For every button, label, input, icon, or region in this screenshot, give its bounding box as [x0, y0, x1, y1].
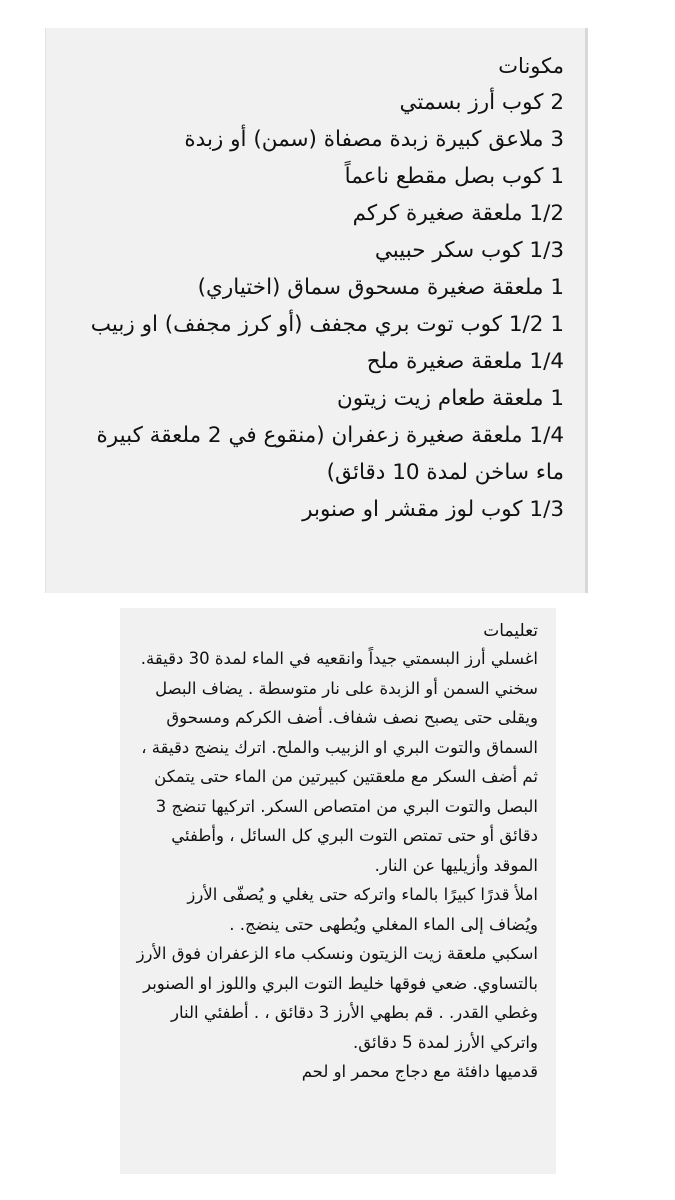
instructions-title: تعليمات [483, 621, 538, 641]
instruction-step: املأ قدرًا كبيرًا بالماء واتركه حتى يغلي و يُصفّى الأرز ويُضاف إلى الماء المغلي ويُطهى حتى ينضج. . [187, 885, 538, 934]
instruction-step: اغسلي أرز البسمتي جيداً وانقعيه في الماء لمدة 30 دقيقة. [140, 649, 538, 668]
ingredient-item: 1/3 كوب سكر حبيبي [374, 238, 564, 263]
instructions-card [120, 608, 556, 1174]
instructions-list [134, 644, 538, 1087]
ingredients-card [45, 28, 588, 593]
ingredient-item: 1 كوب بصل مقطع ناعماً [344, 164, 564, 189]
instruction-step: اسكبي ملعقة زيت الزيتون ونسكب ماء الزعفران فوق الأرز بالتساوي. ضعي فوقها خليط التوت البري واللوز او الصنوبر وغطي القدر. . قم بطهي الأرز 3 دقائق ، . أطفئي النار واتركي الأرز لمدة 5 دقائق. [136, 944, 538, 1052]
ingredient-item: 3 ملاعق كبيرة زبدة مصفاة (سمن) أو زبدة [184, 127, 564, 152]
ingredient-item: 1 ملعقة صغيرة مسحوق سماق (اختياري) [197, 275, 564, 300]
ingredient-item: 2 كوب أرز بسمتي [399, 90, 564, 115]
ingredients-title: مكونات [498, 54, 564, 78]
ingredient-item: 1/4 ملعقة صغيرة زعفران (منقوع في 2 ملعقة كبيرة ماء ساخن لمدة 10 دقائق) [96, 423, 564, 485]
instruction-step: قدميها دافئة مع دجاج محمر او لحم [301, 1062, 538, 1081]
ingredient-item: 1 1/2 كوب توت بري مجفف (أو كرز مجفف) او زبيب [90, 312, 564, 337]
ingredient-item: 1/4 ملعقة صغيرة ملح [366, 349, 564, 374]
ingredient-item: 1/3 كوب لوز مقشر او صنوبر [302, 497, 564, 522]
ingredients-list [64, 84, 564, 528]
ingredient-item: 1/2 ملعقة صغيرة كركم [352, 201, 564, 226]
instruction-step: سخني السمن أو الزبدة على نار متوسطة . يضاف البصل ويقلى حتى يصبح نصف شفاف. أضف الكركم ومسحوق السماق والتوت البري او الزبيب والملح. اترك ينضج دقيقة ، ثم أضف السكر مع ملعقتين كبيرتين من الماء حتى يتمكن البصل والتوت البري من امتصاص السكر. اتركيها تنضج 3 دقائق أو حتى تمتص التوت البري كل السائل ، وأطفئي الموقد وأزيليها عن النار. [141, 678, 538, 875]
ingredient-item: 1 ملعقة طعام زيت زيتون [336, 386, 564, 411]
